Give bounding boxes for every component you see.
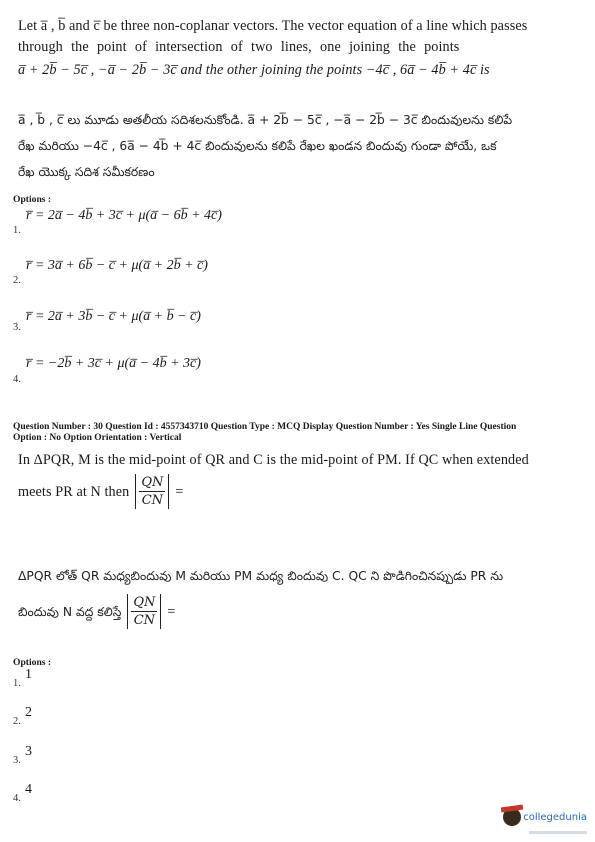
fraction-numerator: QN (141, 475, 164, 490)
q30-meta-line-2: Option : No Option Orientation : Vertical (13, 433, 182, 443)
q29-english-line-1: Let a̅ , b̅ and c̅ be three non-coplanar vectors. The vector equation of a line which passes (18, 18, 528, 34)
q29-option-1[interactable]: r̅ = 2a̅ − 4b̅ + 3c̅ + μ(a̅ − 6b̅ + 4c̅) (26, 208, 222, 223)
collegedunia-logo (503, 808, 587, 826)
q29-english-line-2: through the point of intersection of two lines, one joining the points (18, 39, 460, 55)
q30-option-2-number: 2. (13, 716, 21, 727)
q29-option-1-number: 1. (13, 225, 21, 236)
graduate-cap-icon (503, 808, 521, 826)
fraction-denominator: CN (133, 613, 156, 628)
q30-english-line-1: In ΔPQR, M is the mid-point of QR and C is the mid-point of PM. If QC when extended (18, 452, 529, 468)
q29-option-4[interactable]: r̅ = −2b̅ + 3c̅ + μ(a̅ − 4b̅ + 3c̅) (26, 356, 201, 371)
fraction-numerator: QN (133, 595, 156, 610)
equals-sign: = (167, 603, 176, 620)
q29-option-2[interactable]: r̅ = 3a̅ + 6b̅ − c̅ + μ(a̅ + 2b̅ + c̅) (26, 258, 208, 273)
logo-tagline-bar (529, 831, 587, 834)
q29-telugu-line-1: a̅ , b̅ , c̅ లు మూడు అతలీయ సదిశలనుకోండి. a̅ + 2b̅ − 5c̅ , −a̅ − 2b̅ − 3c̅ బిందువులను కలిపే (18, 113, 513, 127)
q29-option-2-number: 2. (13, 275, 21, 286)
q29-option-3-number: 3. (13, 322, 21, 333)
q30-option-4-number: 4. (13, 793, 21, 804)
q30-telugu-line-1: ΔPQR లోత్ QR మధ్యబిందువు M మరియు PM మధ్య బిందువు C. QC ని పొడిగించినప్పుడు PR ను (18, 569, 504, 583)
q30-option-1[interactable]: 1 (25, 667, 32, 682)
q30-option-4[interactable]: 4 (25, 782, 32, 797)
q30-telugu-line-2-text: బిందువు N వద్ద కలిస్తే (18, 604, 122, 619)
q30-english-line-2-text: meets PR at N then (18, 483, 130, 500)
equals-sign: = (175, 483, 184, 500)
q29-english-line-3: a̅ + 2b̅ − 5c̅ , −a̅ − 2b̅ − 3c̅ and the other joining the points −4c̅ , 6a̅ − 4b̅ + 4c̅ is (18, 62, 490, 78)
q29-options-label: Options : (13, 194, 52, 205)
q30-option-2[interactable]: 2 (25, 705, 32, 720)
q30-options-label: Options : (13, 657, 52, 668)
q29-option-3[interactable]: r̅ = 2a̅ + 3b̅ − c̅ + μ(a̅ + b̅ − c̅) (26, 309, 201, 324)
q30-meta-line-1: Question Number : 30 Question Id : 4557343710 Question Type : MCQ Display Question Number : Yes Single Line Question (13, 422, 517, 432)
q30-telugu-line-2 (18, 594, 176, 629)
q30-option-3-number: 3. (13, 755, 21, 766)
q29-telugu-line-2: రేఖ మరియు −4c̅ , 6a̅ − 4b̅ + 4c̅ బిందువులను కలిపే రేఖల ఖండన బిందువు గుండా పోయే, ఒక (18, 139, 497, 153)
logo-text: collegedunia (523, 811, 587, 823)
q30-fraction-english (135, 474, 169, 509)
q30-option-1-number: 1. (13, 678, 21, 689)
q30-fraction-telugu (127, 594, 161, 629)
fraction-denominator: CN (141, 493, 164, 508)
q29-option-4-number: 4. (13, 374, 21, 385)
q30-option-3[interactable]: 3 (25, 744, 32, 759)
q29-telugu-line-3: రేఖ యొక్క సదిశ సమీకరణం (18, 165, 155, 179)
q30-english-line-2 (18, 474, 184, 509)
